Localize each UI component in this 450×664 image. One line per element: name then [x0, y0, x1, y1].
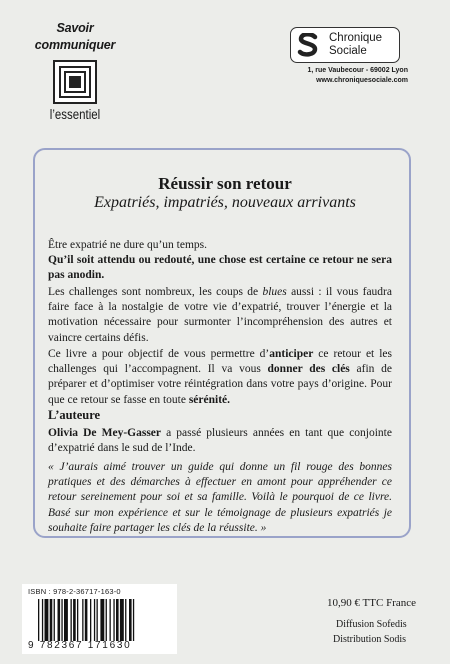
author-name: Olivia De Mey-Gasser [48, 427, 161, 439]
blurb-p4-text-c: afin de préparer et d’optimiser votre réintégration dans votre pays d’origine. Pour que ce retour se fasse en toute [48, 363, 392, 406]
series-line-2: communiquer [34, 38, 116, 52]
price: 10,90 € TTC France [327, 597, 417, 609]
author-bio [48, 426, 392, 456]
blurb-p4-bold-2: donner des clés [267, 363, 350, 376]
publisher-website: www.chroniquesociale.com [316, 77, 408, 84]
distribution-2: Distribution Sodis [333, 634, 407, 645]
barcode-icon [38, 599, 170, 641]
publisher-name-line-2: Sociale [329, 45, 367, 57]
series-line-1: Savoir [56, 21, 94, 35]
publisher-address: 1, rue Vaubecour - 69002 Lyon [307, 67, 408, 74]
series-name: l’essentiel [49, 107, 101, 122]
blurb-p3-text-a: Les challenges sont nombreux, les coups de [48, 286, 263, 298]
publisher-name [329, 32, 382, 58]
blurb-paragraph-3 [48, 285, 392, 346]
author-bio-text: a passé plusieurs années en tant que conjointe d’expatrié dans le sud de l’Inde. [48, 427, 392, 455]
blurb-p4-text-b: ce retour et les challenges qui l’accompagnent. Il va vous [48, 348, 393, 376]
publisher-address-block [285, 66, 408, 86]
book-title: Réussir son retour [158, 174, 292, 193]
distribution-1: Diffusion Sofedis [336, 619, 407, 630]
publisher-name-line-1: Chronique [329, 32, 383, 44]
blurb-paragraph-2: Qu’il soit attendu ou redouté, une chose est certaine ce retour ne sera pas anodin. [48, 254, 392, 282]
barcode-digits: 9 782367 171630 [28, 640, 132, 651]
series-block [20, 20, 130, 122]
publisher-box [290, 27, 400, 63]
blurb-p3-text-b: aussi : il vous faudra faire face à la nostalgie de votre vie d’expatrié, trouver l’énergie et la motivation nécessaire pour surmonter l’incompréhension des autres et vaincre certains défis. [48, 286, 392, 344]
book-subtitle: Expatriés, impatriés, nouveaux arrivants [94, 194, 356, 211]
blurb-p4-bold-1: anticiper [269, 348, 314, 360]
publisher-logo-icon [297, 33, 319, 57]
blurb-paragraph-4 [48, 347, 392, 408]
isbn-label: ISBN : 978-2-36717-163-0 [28, 587, 121, 596]
barcode-box [22, 584, 177, 654]
blurb-paragraph-1: Être expatrié ne dure qu’un temps. [48, 239, 208, 251]
author-quote: « J’aurais aimé trouver un guide qui donne un fil rouge des bonnes pratiques et des démarches à effectuer en amont pour appréhender ce retour sereinement pour soi et sa famille. Voilà le pourquoi de ce livre. Basé sur mon expérience et sur le témoignage de plusieurs expatriés je souhaite faire partager les clés de la réussite. » [48, 461, 392, 534]
blurb-p3-italic: blues [262, 286, 287, 298]
blurb-p4-text-a: Ce livre a pour objectif de vous permettre d’ [48, 348, 270, 360]
blurb-p4-bold-3: sérénité. [188, 393, 231, 406]
series-logo-icon [53, 60, 97, 104]
author-heading: L’auteure [48, 408, 101, 422]
